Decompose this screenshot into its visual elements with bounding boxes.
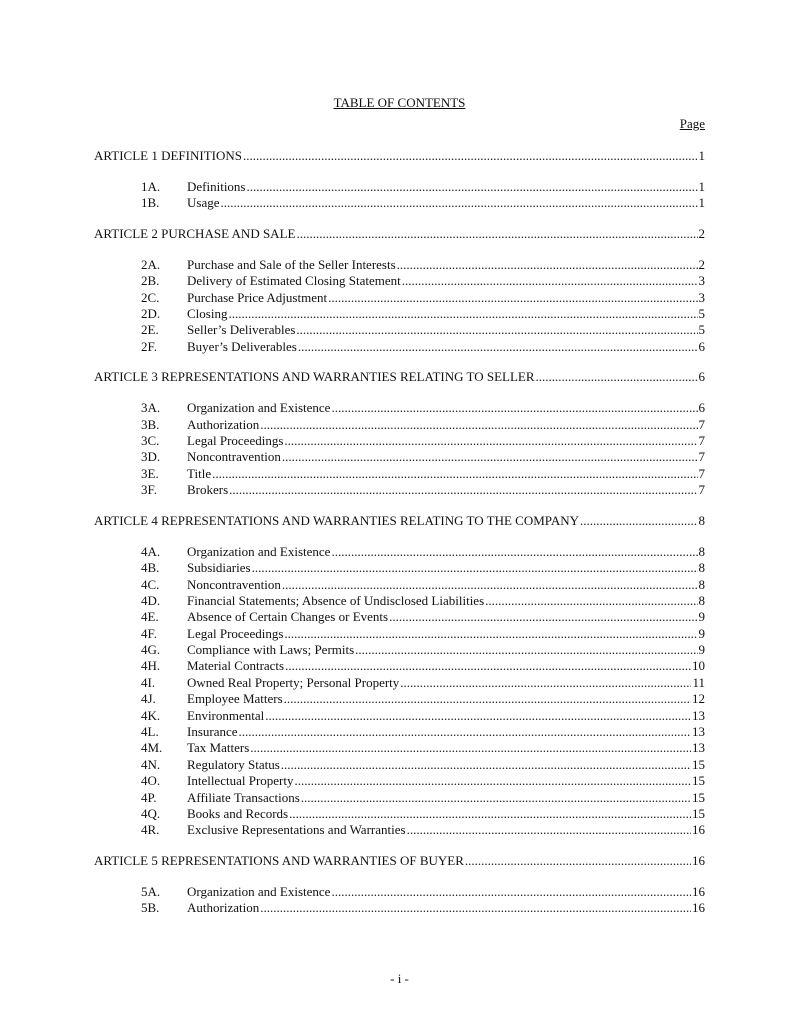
- section-title: Seller’s Deliverables: [187, 322, 296, 338]
- section-title: Exclusive Representations and Warranties: [187, 822, 406, 838]
- section-title: Closing: [187, 305, 228, 321]
- toc-section-entry[interactable]: [94, 609, 705, 625]
- section-number: 4M.: [141, 740, 163, 756]
- dot-leader: [355, 642, 697, 658]
- section-title: Authorization: [187, 900, 260, 916]
- dot-leader: [212, 466, 697, 482]
- toc-section-entry[interactable]: [94, 179, 705, 195]
- section-title: Material Contracts: [187, 658, 285, 674]
- dot-leader: [465, 853, 691, 869]
- section-title: Affiliate Transactions: [187, 789, 300, 805]
- section-page-number: 7: [698, 449, 705, 465]
- section-title: Books and Records: [187, 806, 289, 821]
- section-title: Noncontravention: [187, 576, 281, 592]
- dot-leader: [260, 417, 697, 433]
- dot-leader: [247, 179, 698, 195]
- toc-article-entry[interactable]: [94, 148, 705, 164]
- section-number: 4L.: [141, 724, 159, 740]
- article-title: ARTICLE 4 REPRESENTATIONS AND WARRANTIES RELATING TO THE COMPANY: [94, 512, 579, 528]
- section-title: Definitions: [187, 178, 246, 194]
- toc-section-entry[interactable]: [94, 466, 705, 482]
- toc-section-entry[interactable]: [94, 577, 705, 593]
- section-number: 4F.: [141, 625, 157, 641]
- dot-leader: [284, 433, 697, 449]
- dot-leader: [331, 544, 697, 560]
- section-title: Legal Proceedings: [187, 433, 284, 449]
- toc-section-entry[interactable]: [94, 806, 705, 822]
- section-page-number: 9: [698, 609, 705, 625]
- section-number: 1A.: [141, 178, 161, 194]
- toc-article-entry[interactable]: [94, 369, 705, 385]
- section-page-number: 16: [692, 900, 705, 916]
- section-number: 4E.: [141, 609, 159, 625]
- toc-section-entry[interactable]: [94, 195, 705, 211]
- toc-section-entry[interactable]: [94, 290, 705, 306]
- section-number: 4D.: [141, 592, 161, 608]
- dot-leader: [397, 257, 698, 273]
- section-page-number: 5: [698, 322, 705, 338]
- dot-leader: [402, 273, 698, 289]
- section-title: Insurance: [187, 724, 238, 740]
- table-of-contents: [94, 148, 705, 917]
- toc-section-entry[interactable]: [94, 306, 705, 322]
- article-page-number: 8: [698, 512, 705, 528]
- dot-leader: [400, 675, 691, 691]
- toc-section-entry[interactable]: [94, 257, 705, 273]
- toc-section-entry[interactable]: [94, 544, 705, 560]
- toc-section-entry[interactable]: [94, 626, 705, 642]
- toc-section-entry[interactable]: [94, 482, 705, 498]
- dot-leader: [407, 822, 691, 838]
- section-title: Brokers: [187, 482, 229, 498]
- section-page-number: 11: [692, 674, 705, 690]
- section-number: 4I.: [141, 674, 156, 690]
- section-number: 2B.: [141, 273, 160, 289]
- section-number: 4B.: [141, 560, 160, 576]
- section-number: 4N.: [141, 756, 161, 772]
- section-number: 3E.: [141, 465, 159, 481]
- toc-section-entry[interactable]: [94, 339, 705, 355]
- dot-leader: [284, 626, 697, 642]
- page-column-header: Page: [679, 116, 705, 131]
- section-title: Compliance with Laws; Permits: [187, 642, 355, 658]
- section-page-number: 8: [698, 560, 705, 576]
- article-title: ARTICLE 2 PURCHASE AND SALE: [94, 225, 296, 241]
- section-number: 4A.: [141, 543, 161, 559]
- section-title: Organization and Existence: [187, 883, 331, 899]
- article-page-number: 6: [698, 369, 705, 385]
- section-page-number: 9: [698, 625, 705, 641]
- section-title: Subsidiaries: [187, 560, 251, 576]
- dot-leader: [229, 482, 697, 498]
- section-page-number: 8: [698, 543, 705, 559]
- dot-leader: [580, 513, 698, 529]
- section-page-number: 16: [692, 883, 705, 899]
- section-page-number: 3: [698, 289, 705, 305]
- section-page-number: 9: [698, 642, 705, 658]
- page-number-footer: - i -: [390, 971, 409, 986]
- article-title: ARTICLE 3 REPRESENTATIONS AND WARRANTIES RELATING TO SELLER: [94, 369, 535, 385]
- toc-section-entry[interactable]: [94, 724, 705, 740]
- section-page-number: 6: [698, 338, 705, 354]
- section-page-number: 16: [692, 822, 705, 838]
- section-title: Absence of Certain Changes or Events: [187, 609, 389, 625]
- section-number: 4H.: [141, 658, 161, 674]
- section-page-number: 13: [692, 707, 705, 723]
- dot-leader: [389, 609, 697, 625]
- section-title: Organization and Existence: [187, 543, 331, 559]
- section-page-number: 15: [692, 806, 705, 821]
- section-page-number: 15: [692, 756, 705, 772]
- section-number: 4J.: [141, 691, 156, 707]
- dot-leader: [281, 757, 691, 773]
- section-title: Legal Proceedings: [187, 625, 284, 641]
- section-title: Usage: [187, 195, 220, 211]
- section-number: 2D.: [141, 305, 161, 321]
- dot-leader: [301, 790, 691, 806]
- toc-section-entry[interactable]: [94, 322, 705, 338]
- section-page-number: 8: [698, 576, 705, 592]
- article-page-number: 2: [698, 225, 705, 241]
- article-page-number: 1: [698, 147, 705, 163]
- dot-leader: [331, 400, 697, 416]
- dot-leader: [296, 322, 697, 338]
- section-page-number: 7: [698, 433, 705, 449]
- section-page-number: 7: [698, 416, 705, 432]
- section-page-number: 3: [698, 273, 705, 289]
- section-page-number: 5: [698, 305, 705, 321]
- toc-section-entry[interactable]: [94, 740, 705, 756]
- section-page-number: 13: [692, 724, 705, 740]
- section-title: Noncontravention: [187, 449, 281, 465]
- toc-section-entry[interactable]: [94, 560, 705, 576]
- dot-leader: [485, 593, 697, 609]
- section-number: 5A.: [141, 883, 161, 899]
- section-number: 2A.: [141, 256, 161, 272]
- article-page-number: 16: [692, 853, 705, 869]
- section-number: 2E.: [141, 322, 159, 338]
- section-number: 3A.: [141, 400, 161, 416]
- section-page-number: 1: [698, 178, 705, 194]
- section-page-number: 15: [692, 773, 705, 789]
- section-page-number: 1: [698, 195, 705, 211]
- section-title: Buyer’s Deliverables: [187, 338, 297, 354]
- section-number: 4C.: [141, 576, 160, 592]
- toc-section-entry[interactable]: [94, 691, 705, 707]
- toc-section-entry[interactable]: [94, 659, 705, 675]
- section-number: 4O.: [141, 773, 161, 789]
- toc-article-entry[interactable]: [94, 513, 705, 529]
- dot-leader: [536, 369, 698, 385]
- dot-leader: [328, 290, 697, 306]
- dot-leader: [298, 339, 698, 355]
- article-title: ARTICLE 5 REPRESENTATIONS AND WARRANTIES OF BUYER: [94, 853, 464, 869]
- section-number: 4G.: [141, 642, 161, 658]
- section-title: Title: [187, 465, 212, 481]
- dot-leader: [221, 195, 698, 211]
- section-title: Owned Real Property; Personal Property: [187, 674, 400, 690]
- toc-section-entry[interactable]: [94, 433, 705, 449]
- toc-section-entry[interactable]: [94, 593, 705, 609]
- toc-section-entry[interactable]: [94, 884, 705, 900]
- section-page-number: 8: [698, 592, 705, 608]
- dot-leader: [260, 900, 691, 916]
- section-number: 3C.: [141, 433, 160, 449]
- section-number: 4P.: [141, 789, 157, 805]
- section-title: Purchase Price Adjustment: [187, 289, 328, 305]
- dot-leader: [282, 577, 698, 593]
- section-title: Purchase and Sale of the Seller Interests: [187, 256, 396, 272]
- dot-leader: [295, 773, 692, 789]
- dot-leader: [252, 560, 698, 576]
- section-title: Organization and Existence: [187, 400, 331, 416]
- section-title: Employee Matters: [187, 691, 283, 707]
- toc-section-entry[interactable]: [94, 822, 705, 838]
- dot-leader: [296, 226, 697, 242]
- section-title: Tax Matters: [187, 740, 250, 756]
- section-page-number: 2: [698, 256, 705, 272]
- section-title: Financial Statements; Absence of Undisclosed Liabilities: [187, 592, 485, 608]
- section-title: Authorization: [187, 416, 260, 432]
- section-number: 2F.: [141, 338, 157, 354]
- dot-leader: [265, 708, 691, 724]
- section-number: 4R.: [141, 822, 160, 838]
- toc-title: TABLE OF CONTENTS: [333, 95, 466, 110]
- section-number: 3F.: [141, 482, 157, 498]
- toc-section-entry[interactable]: [94, 757, 705, 773]
- dot-leader: [228, 306, 697, 322]
- section-title: Intellectual Property: [187, 773, 294, 789]
- toc-section-entry[interactable]: [94, 773, 705, 789]
- toc-section-entry[interactable]: [94, 642, 705, 658]
- section-number: 3D.: [141, 449, 161, 465]
- section-title: Environmental: [187, 707, 265, 723]
- dot-leader: [289, 806, 691, 822]
- section-page-number: 7: [698, 465, 705, 481]
- section-page-number: 10: [692, 658, 705, 674]
- section-title: Regulatory Status: [187, 756, 280, 772]
- toc-section-entry[interactable]: [94, 900, 705, 916]
- section-number: 2C.: [141, 289, 160, 305]
- section-number: 4Q.: [141, 806, 161, 821]
- toc-section-entry[interactable]: [94, 417, 705, 433]
- toc-section-entry[interactable]: [94, 675, 705, 691]
- section-number: 4K.: [141, 707, 161, 723]
- section-page-number: 13: [692, 740, 705, 756]
- toc-section-entry[interactable]: [94, 708, 705, 724]
- dot-leader: [250, 740, 691, 756]
- section-number: 1B.: [141, 195, 160, 211]
- toc-section-entry[interactable]: [94, 273, 705, 289]
- section-page-number: 15: [692, 789, 705, 805]
- toc-article-entry[interactable]: [94, 226, 705, 242]
- section-number: 3B.: [141, 416, 160, 432]
- dot-leader: [331, 884, 691, 900]
- section-page-number: 6: [698, 400, 705, 416]
- article-title: ARTICLE 1 DEFINITIONS: [94, 147, 242, 163]
- dot-leader: [282, 449, 698, 465]
- section-number: 5B.: [141, 900, 160, 916]
- dot-leader: [284, 691, 691, 707]
- toc-section-entry[interactable]: [94, 400, 705, 416]
- dot-leader: [243, 148, 698, 164]
- dot-leader: [239, 724, 691, 740]
- section-page-number: 12: [692, 691, 705, 707]
- toc-section-entry[interactable]: [94, 790, 705, 806]
- section-page-number: 7: [698, 482, 705, 498]
- toc-section-entry[interactable]: [94, 449, 705, 465]
- toc-article-entry[interactable]: [94, 853, 705, 869]
- dot-leader: [285, 658, 691, 674]
- section-title: Delivery of Estimated Closing Statement: [187, 273, 401, 289]
